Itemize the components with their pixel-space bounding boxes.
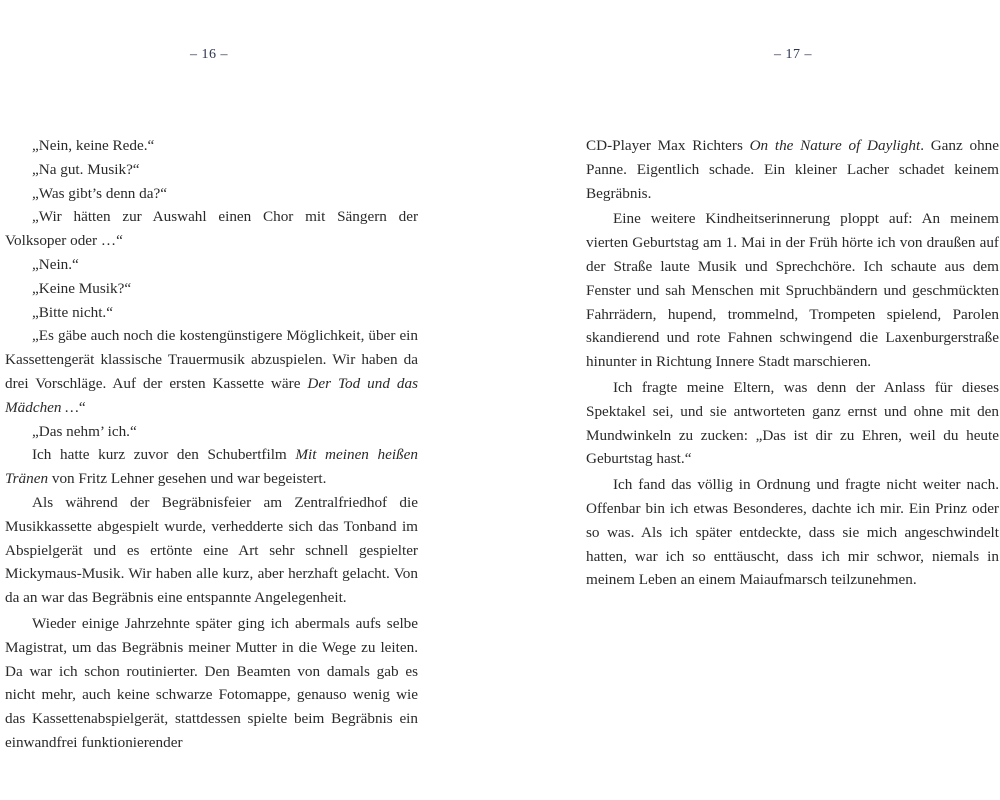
text-run: Als während der Begräbnisfeier am Zentralfriedhof die Musikkassette abgespielt wurde, verhedderte sich das Tonband im Abspielgerät und es ertönte eine Art sehr schnell gespielter Mickymaus-Musik. Wir haben alle kurz, aber herzhaft gelacht. Von da an war das Begräbnis eine entspannte Angelegenheit. xyxy=(5,493,418,607)
paragraph xyxy=(5,253,418,277)
paragraph xyxy=(5,158,418,182)
page-number-left: – 16 – xyxy=(190,47,228,62)
text-run: „Das nehm’ ich.“ xyxy=(32,422,137,440)
text-run: Ich fragte meine Eltern, was denn der Anlass für dieses Spektakel sei, und sie antworteten ganz ernst und ohne mit den Mundwinkeln zu zucken: „Das ist dir zu Ehren, weil du heute Geburtstag hast.“ xyxy=(586,378,999,468)
text-run: „Bitte nicht.“ xyxy=(32,303,113,321)
text-run: Ich hatte kurz zuvor den Schubertfilm xyxy=(32,446,296,464)
right-page-text xyxy=(586,134,999,592)
italic-title: Der Tod und das Mädchen … xyxy=(5,374,418,416)
italic-title: On the Nature of Daylight xyxy=(749,137,921,154)
left-page-text xyxy=(5,134,418,755)
text-run: „Es gäbe auch noch die kostengünstigere Möglichkeit, über ein Kassettengerät klassische Trauermusik abzuspielen. Wir haben da drei Vorschläge. Auf der ersten Kassette wäre xyxy=(5,327,418,392)
text-run: CD-Player Max Richters xyxy=(586,137,750,154)
paragraph xyxy=(586,134,999,205)
text-run: von Fritz Lehner gesehen und war begeistert. xyxy=(48,470,327,488)
italic-title: Mit meinen heißen Tränen xyxy=(5,446,418,488)
paragraph xyxy=(5,420,418,444)
text-run: „Wir hätten zur Auswahl einen Chor mit Sängern der Volksoper oder …“ xyxy=(5,208,418,250)
text-run: „Nein, keine Rede.“ xyxy=(32,137,155,154)
page-number-right: – 17 – xyxy=(774,47,812,62)
paragraph xyxy=(586,207,999,374)
paragraph xyxy=(586,376,999,471)
paragraph xyxy=(5,134,418,158)
paragraph xyxy=(5,205,418,253)
text-run: . Ganz ohne Panne. Eigentlich schade. Ein kleiner Lacher schadet keinem Begräbnis. xyxy=(586,137,999,202)
text-run: Eine weitere Kindheitserinnerung ploppt auf: An meinem vierten Geburtstag am 1. Mai in der Früh hörte ich von draußen auf der Straße laute Musik und Sprechchöre. Ich schaute aus dem Fenster und sah Menschen mit Spruchbändern und geschmückten Fahrrädern, hupend, trommelnd, Trompeten spielend, Parolen skandierend und rote Fahnen schwingend die Laxenburgerstraße hinunter in Richtung Innere Stadt marschieren. xyxy=(586,210,999,371)
text-run: Ich fand das völlig in Ordnung und fragte nicht weiter nach. Offenbar bin ich etwas Besonderes, dachte ich mir. Ein Prinz oder so was. Als ich später entdeckte, dass sie mich angeschwindelt hatten, war ich so enttäuscht, dass ich mir schwor, niemals in meinem Leben an einem Maiaufmarsch teilzunehmen. xyxy=(586,476,999,589)
paragraph xyxy=(586,473,999,592)
text-run: „Keine Musik?“ xyxy=(32,279,132,297)
text-run: “ xyxy=(78,398,86,416)
paragraph xyxy=(5,324,418,419)
text-run: „Na gut. Musik?“ xyxy=(32,160,140,178)
paragraph xyxy=(5,277,418,301)
text-run: Wieder einige Jahrzehnte später ging ich abermals aufs selbe Magistrat, um das Begräbnis meiner Mutter in die Wege zu leiten. Da war ich schon routinierter. Den Beamten von damals gab es nicht mehr, auch keine schwarze Fotomappe, genauso wenig wie das Kassettenabspielgerät, stattdessen spielte beim Begräbnis ein einwandfrei funktionierender xyxy=(5,614,418,751)
paragraph xyxy=(5,612,418,755)
text-run: „Was gibt’s denn da?“ xyxy=(32,184,167,202)
paragraph xyxy=(5,491,418,610)
paragraph xyxy=(5,443,418,491)
text-run: „Nein.“ xyxy=(32,255,79,273)
paragraph xyxy=(5,182,418,206)
paragraph xyxy=(5,301,418,325)
